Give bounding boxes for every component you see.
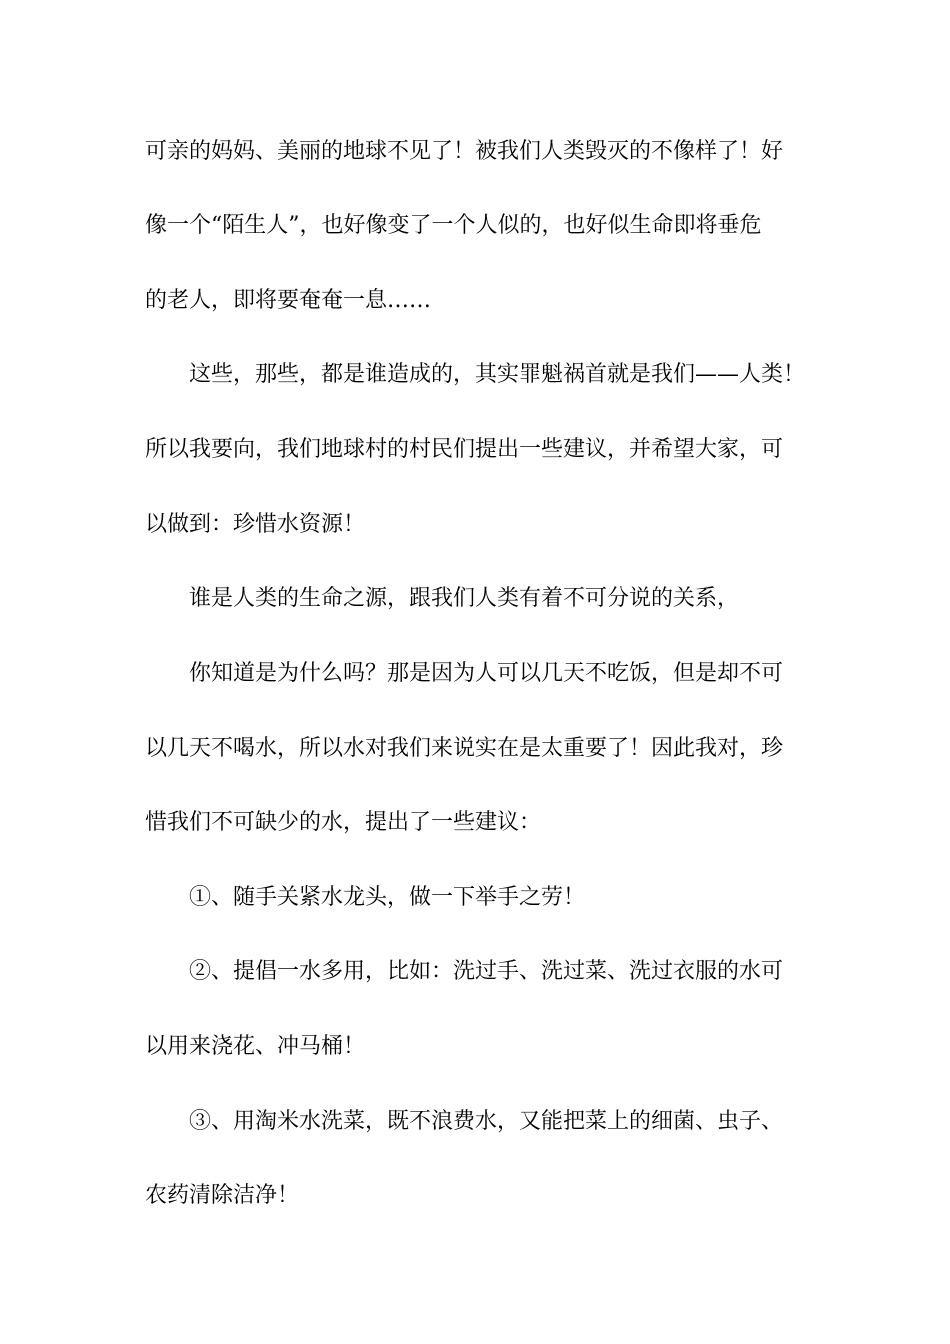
text-line: 这些，那些，都是谁造成的，其实罪魁祸首就是我们——人类！ — [189, 362, 806, 387]
text-line: 可亲的妈妈、美丽的地球不见了！被我们人类毁灭的不像样了！好 — [145, 139, 784, 164]
text-line: 你知道是为什么吗？那是因为人可以几天不吃饭，但是却不可 — [189, 661, 784, 686]
text-line: ③、用淘米水洗菜，既不浪费水，又能把菜上的细菌、虫子、 — [189, 1109, 784, 1134]
text-line: 农药清除洁净！ — [145, 1183, 300, 1208]
text-line: ①、随手关紧水龙头，做一下举手之劳！ — [189, 885, 586, 910]
text-line: 以做到：珍惜水资源！ — [145, 512, 366, 537]
text-line: 所以我要向，我们地球村的村民们提出一些建议，并希望大家，可 — [145, 437, 784, 462]
text-line: 惜我们不可缺少的水，提出了一些建议： — [145, 810, 542, 835]
text-line: ②、提倡一水多用，比如：洗过手、洗过菜、洗过衣服的水可 — [189, 959, 784, 984]
text-line: 谁是人类的生命之源，跟我们人类有着不可分说的关系， — [189, 586, 740, 611]
text-line: 像一个“陌生人”，也好像变了一个人似的，也好似生命即将垂危 — [145, 213, 762, 238]
text-line: 以用来浇花、冲马桶！ — [145, 1034, 366, 1059]
text-line: 的老人，即将要奄奄一息…… — [145, 288, 432, 313]
text-line: 以几天不喝水，所以水对我们来说实在是太重要了！因此我对，珍 — [145, 736, 784, 761]
